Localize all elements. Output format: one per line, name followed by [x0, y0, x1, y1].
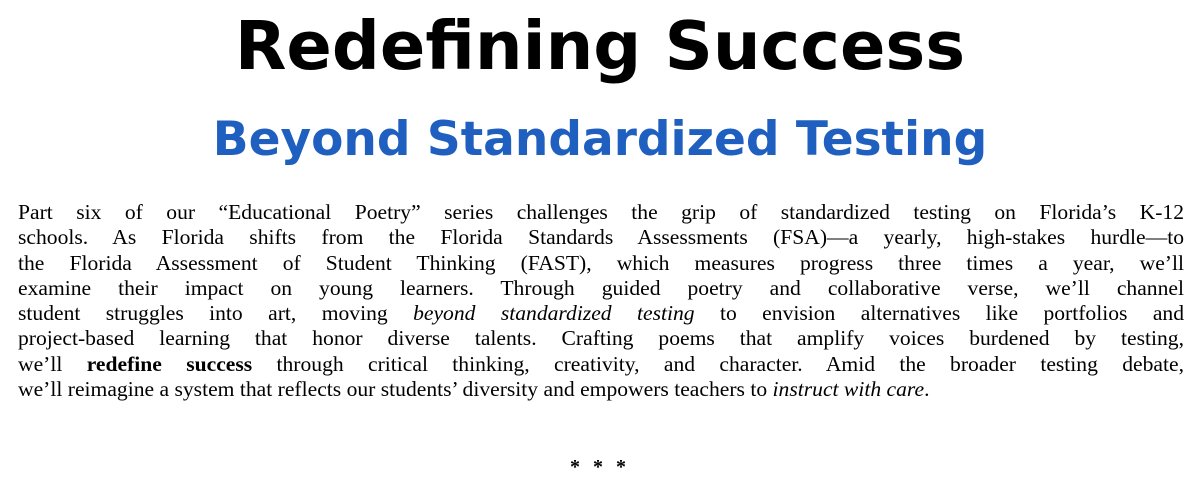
bold-redefine-success: redefine success — [86, 351, 253, 376]
paragraph-line: project-based learning that honor diverse talents. Crafting poems that amplify voices burdened by testing, — [18, 326, 1184, 351]
paragraph-text: student struggles into art, moving — [18, 301, 414, 326]
paragraph-text: through critical thinking, creativity, and character. Amid the broader testing debate, — [252, 351, 1184, 376]
paragraph-text: we’ll — [18, 351, 87, 376]
paragraph-line — [18, 301, 1184, 326]
emphasis-beyond-standardized-testing: beyond standardized testing — [413, 301, 695, 326]
paragraph-text: we’ll reimagine a system that reflects our students’ diversity and empowers teachers to — [18, 377, 773, 402]
paragraph-line — [18, 377, 1184, 402]
intro-paragraph — [18, 200, 1184, 402]
page-title: Redefining Success — [234, 7, 966, 85]
paragraph-line: Part six of our “Educational Poetry” series challenges the grip of standardized testing on Florida’s K-12 — [18, 200, 1184, 224]
paragraph-line — [18, 352, 1184, 377]
paragraph-text: . — [924, 377, 930, 402]
page-subtitle: Beyond Standardized Testing — [212, 112, 988, 167]
section-separator: * * * — [570, 456, 630, 478]
paragraph-line: schools. As Florida shifts from the Florida Standards Assessments (FSA)—a yearly, high-stakes hurdle—to — [18, 225, 1184, 250]
paragraph-line: examine their impact on young learners. Through guided poetry and collaborative verse, we’ll channel — [18, 275, 1184, 300]
paragraph-line: the Florida Assessment of Student Thinking (FAST), which measures progress three times a year, we’ll — [18, 250, 1184, 275]
paragraph-text: to envision alternatives like portfolios and — [694, 301, 1184, 326]
emphasis-instruct-with-care: instruct with care — [772, 377, 925, 402]
